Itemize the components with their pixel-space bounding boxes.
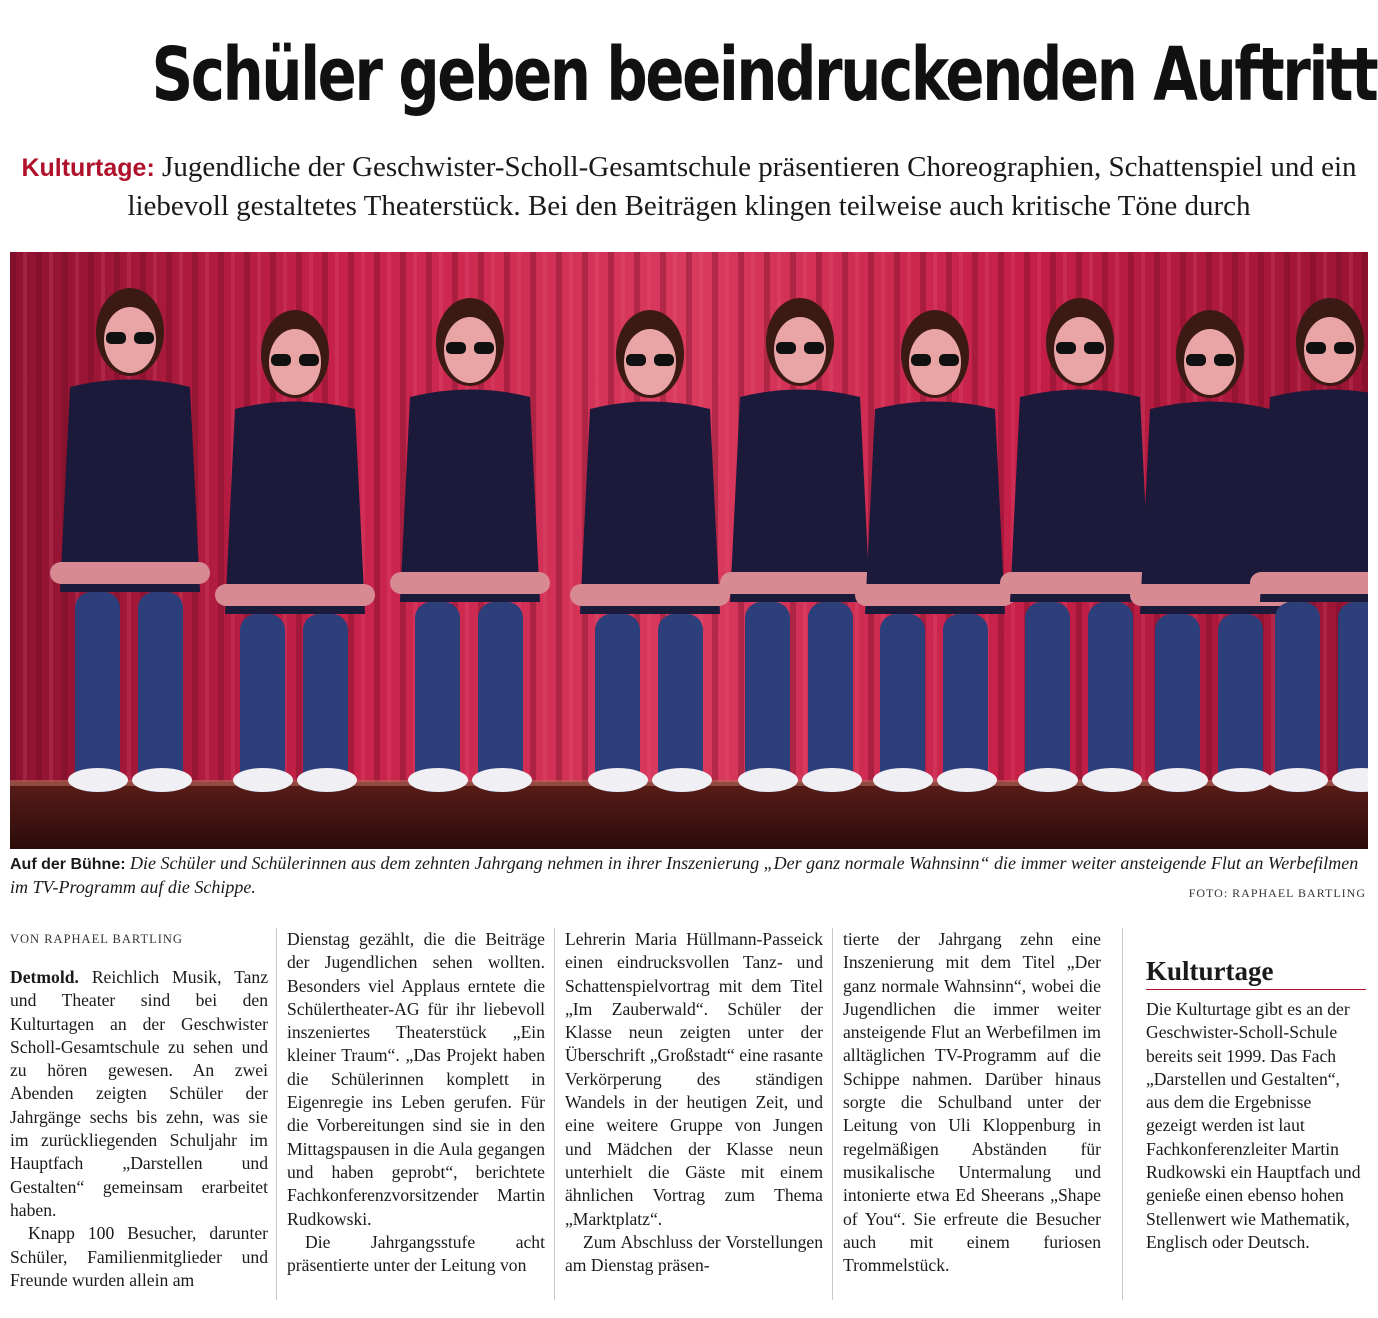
article-column-1 xyxy=(10,966,268,1292)
article-column-3 xyxy=(565,928,823,1277)
article-paragraph: tierte der Jahrgang zehn eine Inszenierung mit dem Titel „Der ganz normale Wahnsinn“, wobei die Jugendlichen die immer weiter ansteigende Flut an Werbefilmen im alltäglichen TV-Programm auf die Schippe nahmen. Darüber hinaus sorgte die Schulband unter der Leitung von Uli Kloppenburg in regelmäßigen Abständen für musikalische Untermalung und intonierte etwa Ed Sheerans „Shape of You“. Sie erfreute die Besucher auch mit einem furiosen Trommelstück. xyxy=(843,929,1101,1276)
headline: Schüler geben beeindruckenden Auftritt xyxy=(151,32,1377,118)
subheadline-kicker: Kulturtage: xyxy=(21,154,155,182)
article-paragraph: Lehrerin Maria Hüllmann-Passeick einen eindrucksvollen Tanz- und Schattenspielvortrag mit dem Titel „Im Zauberwald“. Schüler der Klasse neun zeigten unter der Überschrift „Großstadt“ eine rasante Verkörperung des ständigen Wandels in der heutigen Zeit, und eine weitere Gruppe von Jungen und Mädchen der Klasse neun unterhielt die Gäste mit einem ähnlichen Vortrag zum Thema „Marktplatz“. xyxy=(565,929,823,1229)
column-rule xyxy=(1122,928,1123,1300)
subheadline-text: Jugendliche der Geschwister-Scholl-Gesamtschule präsentieren Choreographien, Schattenspiel und ein liebevoll gestaltetes Theaterstück. Bei den Beiträgen klingen teilweise auch kritische Töne durch xyxy=(127,151,1357,222)
byline: VON RAPHAEL BARTLING xyxy=(10,932,183,946)
subheadline xyxy=(0,148,1378,225)
photo-credit: FOTO: RAPHAEL BARTLING xyxy=(1188,886,1366,900)
article-paragraph: Dienstag gezählt, die die Beiträge der Jugendlichen sehen wollten. Besonders viel Applaus erntete die Schülertheater-AG für ihr liebevoll inszeniertes Theaterstück „Ein kleiner Traum“. „Das Projekt haben die Schülerinnen komplett in Eigenregie ins Leben gerufen. Für die Vorbereitungen sind sie in den Mittagspausen in die Aula gegangen und haben geprobt“, berichtete Fachkonferenzvorsitzender Martin Rudkowski. xyxy=(287,929,545,1229)
column-rule xyxy=(832,928,833,1300)
article-paragraph: Reichlich Musik, Tanz und Theater sind bei den Kulturtagen an der Geschwister Scholl-Gesamtschule zu sehen und zu hören gewesen. An zwei Abenden zeigten Schüler der Jahrgänge sechs bis zehn, was sie im zurückliegenden Schuljahr im Hauptfach „Darstellen und Gestalten“ gemeinsam erarbeitet haben. xyxy=(10,967,269,1220)
caption-lead: Auf der Bühne: xyxy=(10,856,126,873)
photo-caption xyxy=(10,852,1370,899)
article-paragraph: Die Jahrgangsstufe acht präsentierte unter der Leitung von xyxy=(287,1231,545,1276)
stage-photo-illustration xyxy=(10,252,1368,849)
infobox xyxy=(1146,955,1366,1254)
caption-text: Die Schüler und Schülerinnen aus dem zehnten Jahrgang nehmen in ihrer Inszenierung „Der ganz normale Wahnsinn“ die immer weiter ansteigende Flut an Werbefilmen im TV-Programm auf die Schippe. xyxy=(10,853,1359,897)
column-rule xyxy=(554,928,555,1300)
article-paragraph: Zum Abschluss der Vorstellungen am Dienstag präsen- xyxy=(565,1231,823,1276)
stage-photo xyxy=(10,252,1368,849)
infobox-text: Die Kulturtage gibt es an der Geschwister-Scholl-Schule bereits seit 1999. Das Fach „Darstellen und Gestalten“, aus dem die Ergebnisse gezeigt werden ist laut Fachkonferenzleiter Martin Rudkowski ein Hauptfach und genieße einen ebenso hohen Stellenwert wie Mathematik, Englisch oder Deutsch. xyxy=(1146,999,1361,1252)
infobox-title: Kulturtage xyxy=(1146,955,1366,990)
article-paragraph: Knapp 100 Besucher, darunter Schüler, Familienmitglieder und Freunde wurden allein am xyxy=(10,1223,268,1290)
column-rule xyxy=(276,928,277,1300)
article-column-4 xyxy=(843,928,1101,1277)
article-column-2 xyxy=(287,928,545,1277)
dateline: Detmold. xyxy=(10,967,79,987)
